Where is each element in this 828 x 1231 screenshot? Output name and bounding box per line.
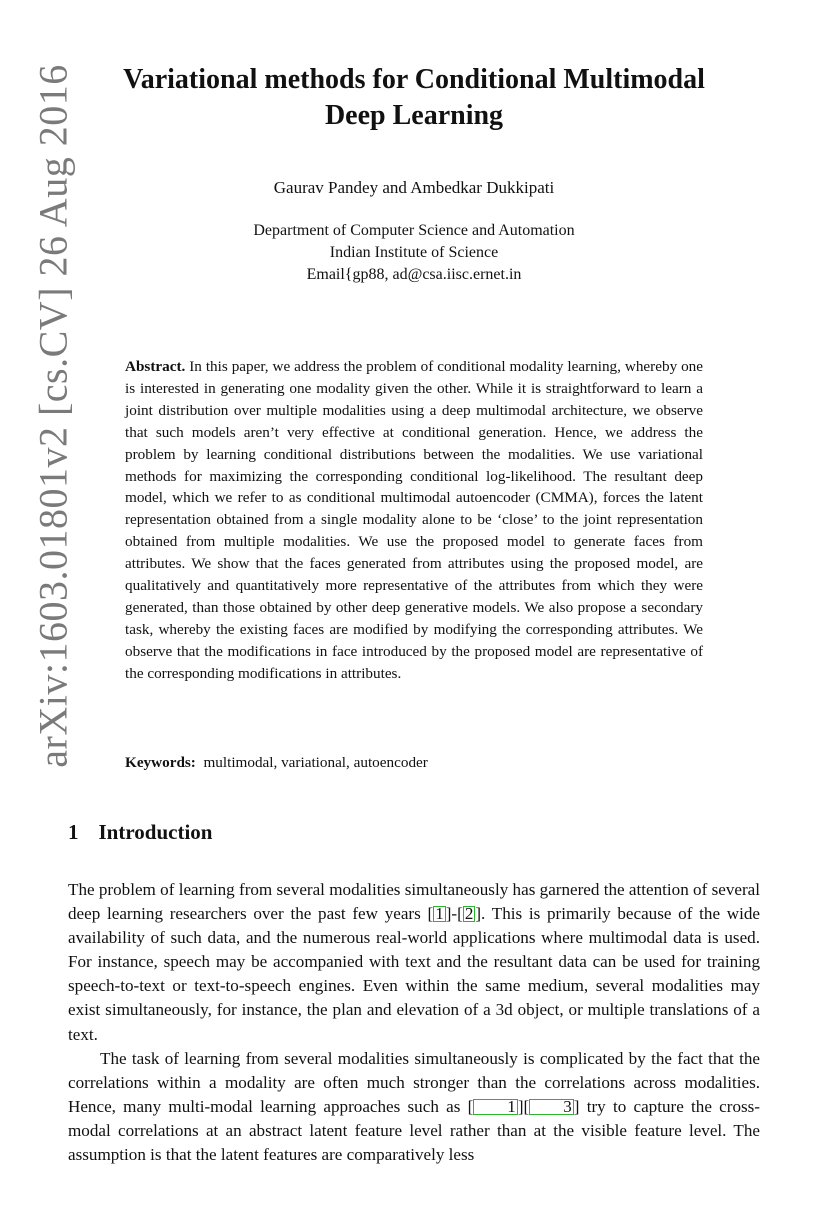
affiliation-department: Department of Computer Science and Automation: [253, 222, 575, 239]
section-title: Introduction: [98, 820, 213, 844]
intro-paragraph-2: [68, 1047, 760, 1167]
intro-p2-text-a: The task of learning from several modalities simultaneously is complicated by the fact that the correlations within a modality are often much stronger than the correlations across modalities. Hence, many multi-modal learning approaches such as [: [68, 1048, 760, 1116]
intro-p2-text-b: ][: [517, 1096, 530, 1116]
affiliation-institute: Indian Institute of Science: [329, 244, 499, 261]
affiliation: [100, 220, 728, 286]
intro-p2-text-c: ] try to capture the cross-modal correlations at an abstract latent feature level rather than at the visible feature level. The assumption is that the latent features are comparatively less: [68, 1096, 760, 1165]
intro-p1-text-c: ]. This is primarily because of the wide availability of such data, and the numerous real-world applications where multimodal data is used. For instance, speech may be accompanied with text and the resultant data can be used for training speech-to-text or text-to-speech engines. Even within the same medium, several modalities may exist simultaneously, for instance, the plan and elevation of a 3d object, or multiple translations of a text.: [68, 904, 760, 1044]
introduction-body: [68, 878, 760, 1167]
section-number: 1: [68, 820, 79, 844]
title-line-1: Variational methods for Conditional Multimodal: [123, 64, 705, 95]
citation-link[interactable]: 1: [473, 1099, 518, 1115]
intro-paragraph-1: [68, 878, 760, 1047]
citation-link[interactable]: 3: [529, 1099, 574, 1115]
title-line-2: Deep Learning: [324, 100, 504, 131]
abstract-label: Abstract.: [125, 358, 186, 375]
authors: Gaurav Pandey and Ambedkar Dukkipati: [273, 178, 555, 197]
intro-p1-text-b: ]-[: [445, 904, 463, 924]
abstract: [125, 356, 703, 685]
intro-p1-text-a: The problem of learning from several modalities simultaneously has garnered the attention of several deep learning researchers over the past few years [: [68, 880, 760, 924]
arxiv-identifier: arXiv:1603.01801v2 [cs.CV] 26 Aug 2016: [30, 64, 76, 768]
keywords-text: multimodal, variational, autoencoder: [203, 754, 428, 771]
arxiv-sidebar: [28, 60, 78, 772]
keywords-label: Keywords:: [125, 754, 196, 771]
citation-link[interactable]: 1: [435, 904, 444, 924]
citation-link[interactable]: 2: [464, 904, 474, 924]
paper-title: [100, 62, 728, 134]
keywords: [125, 754, 703, 772]
affiliation-email: Email{gp88, ad@csa.iisc.ernet.in: [306, 266, 522, 283]
section-heading-introduction: [68, 820, 212, 845]
abstract-text: In this paper, we address the problem of conditional modality learning, whereby one is interested in generating one modality given the other. While it is straightforward to learn a joint distribution over multiple modalities using a deep multimodal architecture, we observe that such models aren’t very effective at conditional generation. Hence, we address the problem by learning conditional distributions between the modalities. We use variational methods for maximizing the corresponding conditional log-likelihood. The resultant deep model, which we refer to as conditional multimodal autoencoder (CMMA), forces the latent representation obtained from a single modality alone to be ‘close’ to the joint representation obtained from multiple modalities. We use the proposed model to generate faces from attributes. We show that the faces generated from attributes using the proposed model, are qualitatively and quantitatively more representative of the attributes from which they were generated, than those obtained by other deep generative models. We also propose a secondary task, whereby the existing faces are modified by modifying the corresponding attributes. We observe that the modifications in face introduced by the proposed model are representative of the corresponding modifications in attributes.: [125, 358, 704, 682]
